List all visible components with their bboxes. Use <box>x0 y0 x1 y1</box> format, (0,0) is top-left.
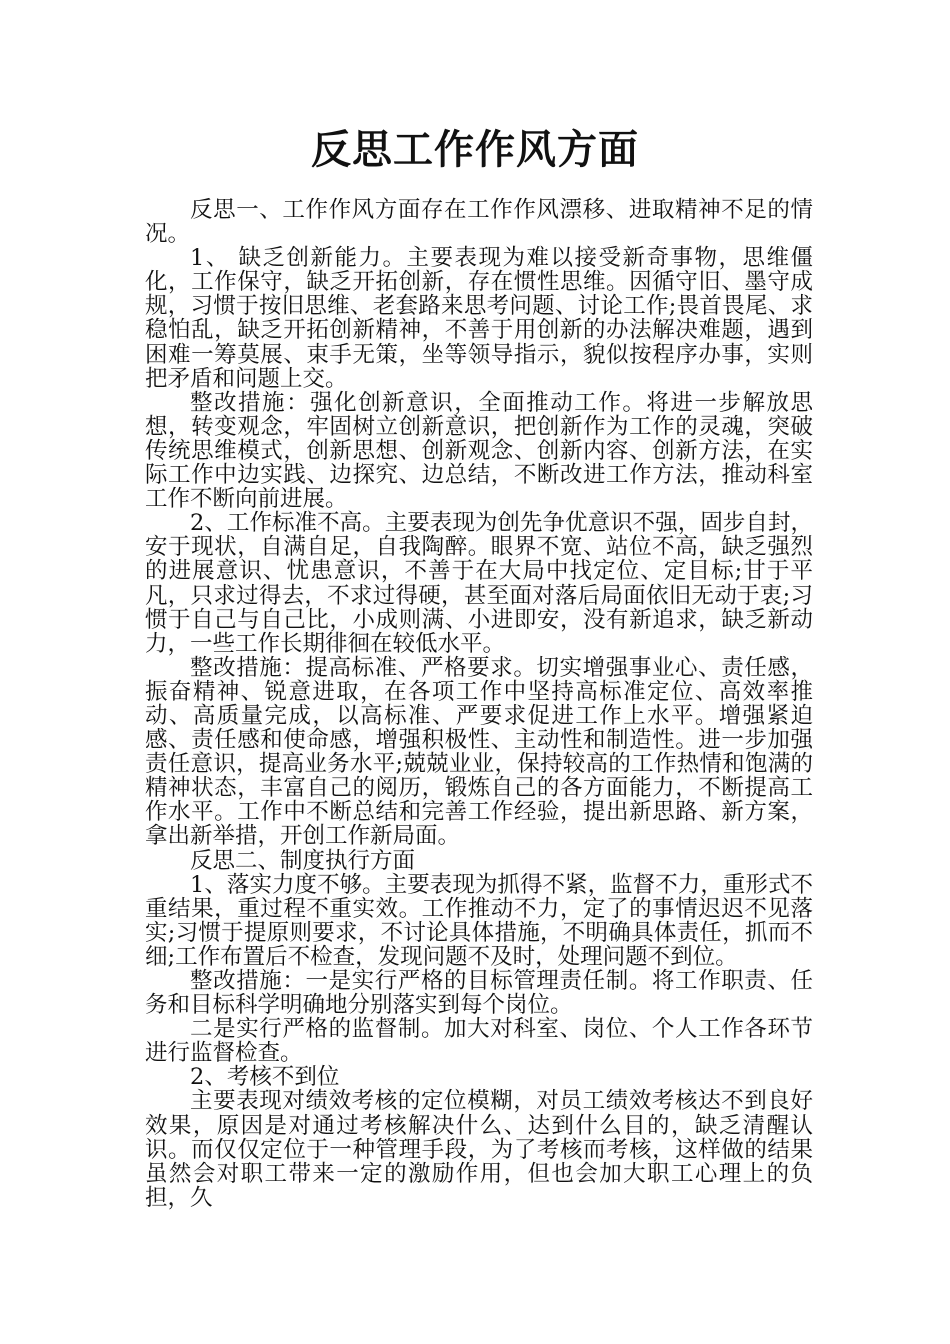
page-title: 反思工作作风方面 <box>311 127 639 173</box>
document-body <box>145 198 813 1210</box>
paragraph-measure-two: 二是实行严格的监督制。加大对科室、岗位、个人工作各环节进行监督检查。 <box>145 1016 813 1067</box>
paragraph-reflection-1: 反思一、工作作风方面存在工作作风漂移、进取精神不足的情况。 <box>145 197 813 248</box>
paragraph-measure-one: 整改措施：一是实行严格的目标管理责任制。将工作职责、任务和目标科学明确地分别落实到每个岗位。 <box>145 968 813 1019</box>
paragraph-innovation-issue: 1、 缺乏创新能力。主要表现为难以接受新奇事物，思维僵化，工作保守，缺乏开拓创新，存在惯性思维。因循守旧、墨守成规，习惯于按旧思维、老套路来思考问题、讨论工作;畏首畏尾、求稳怕乱，缺乏开拓创新精神，不善于用创新的办法解决难题，遇到困难一筹莫展、束手无策，坐等领导指示，貌似按程序办事，实则把矛盾和问题上交。 <box>145 245 813 392</box>
paragraph-implementation-issue: 1、落实力度不够。主要表现为抓得不紧，监督不力，重形式不重结果，重过程不重实效。工作推动不力，定了的事情迟迟不见落实;习惯于提原则要求，不讨论具体措施，不明确具体责任，抓而不细;工作布置后不检查，发现问题不及时，处理问题不到位。 <box>145 871 813 970</box>
paragraph-standards-measures: 整改措施：提高标准、严格要求。切实增强事业心、责任感，振奋精神、锐意进取，在各项工作中坚持高标准定位、高效率推动、高质量完成，以高标准、严要求促进工作上水平。增强紧迫感、责任感和使命感，增强积极性、主动性和制造性。进一步加强责任意识，提高业务水平;兢兢业业，保持较高的工作热情和饱满的精神状态，丰富自己的阅历，锻炼自己的各方面能力，不断提高工作水平。工作中不断总结和完善工作经验，提出新思路、新方案，拿出新举措，开创工作新局面。 <box>145 654 813 850</box>
paragraph-reflection-2: 反思二、制度执行方面 <box>190 847 416 874</box>
paragraph-assessment-heading: 2、考核不到位 <box>190 1064 340 1091</box>
paragraph-innovation-measures: 整改措施：强化创新意识，全面推动工作。将进一步解放思想，转变观念，牢固树立创新意识，把创新作为工作的灵魂，突破传统思维模式，创新思想、创新观念、创新内容、创新方法，在实际工作中边实践、边探究、边总结，不断改进工作方法，推动科室工作不断向前进展。 <box>145 389 813 513</box>
paragraph-assessment-issue: 主要表现对绩效考核的定位模糊，对员工绩效考核达不到良好效果，原因是对通过考核解决什么、达到什么目的，缺乏清醒认识。而仅仅定位于一种管理手段，为了考核而考核，这样做的结果虽然会对职工带来一定的激励作用，但也会加大职工心理上的负担，久 <box>145 1088 813 1211</box>
paragraph-standards-issue: 2、工作标准不高。主要表现为创先争优意识不强，固步自封，安于现状，自满自足，自我陶醉。眼界不宽、站位不高，缺乏强烈的进展意识、忧患意识，不善于在大局中找定位、定目标;甘于平凡，只求过得去，不求过得硬，甚至面对落后局面依旧无动于衷;习惯于自己与自己比，小成则满、小进即安，没有新追求，缺乏新动力，一些工作长期徘徊在较低水平。 <box>145 510 813 657</box>
